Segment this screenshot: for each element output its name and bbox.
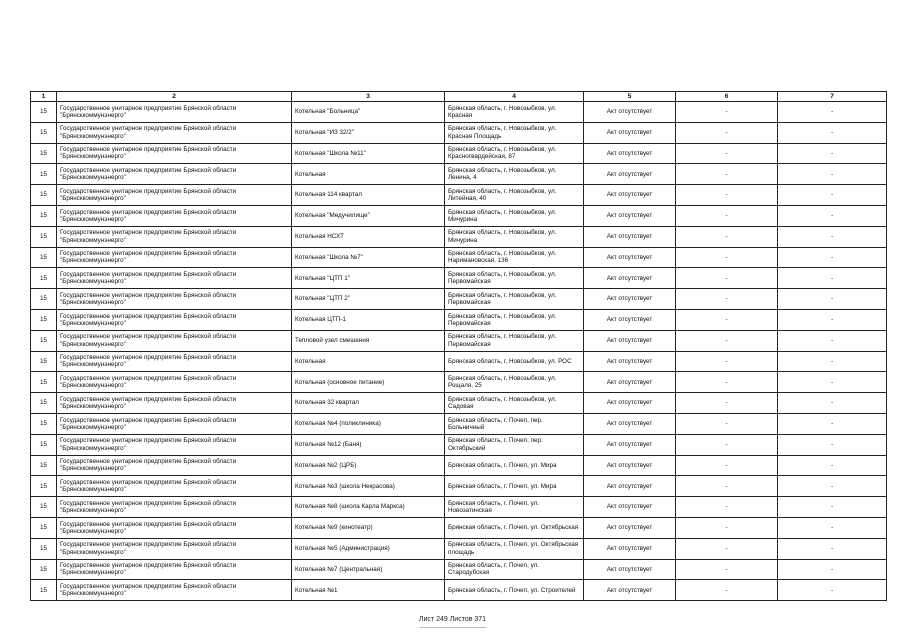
table-row bbox=[31, 309, 887, 330]
column-header-1: 1 bbox=[31, 92, 57, 102]
column-header-4: 4 bbox=[445, 92, 584, 102]
cell-col6: - bbox=[676, 309, 778, 330]
cell-act-status: Акт отсутствует bbox=[584, 330, 676, 351]
cell-number: 15 bbox=[31, 538, 57, 559]
cell-address: Брянская область, г. Новозыбков, ул. Красная bbox=[445, 102, 584, 123]
cell-facility: Котельная "Школа №11" bbox=[292, 143, 445, 164]
cell-facility: Тепловой узел смешения bbox=[292, 330, 445, 351]
cell-act-status: Акт отсутствует bbox=[584, 289, 676, 310]
cell-act-status: Акт отсутствует bbox=[584, 559, 676, 580]
cell-col7: - bbox=[778, 476, 887, 497]
cell-facility: Котельная №3 (школа Некрасова) bbox=[292, 476, 445, 497]
cell-organization: Государственное унитарное предприятие Брянской области "Брянсккоммунэнерго" bbox=[57, 164, 292, 185]
cell-address: Брянская область, г. Почеп, ул. Строителей bbox=[445, 580, 584, 601]
footer-divider bbox=[420, 627, 486, 628]
cell-col7: - bbox=[778, 559, 887, 580]
cell-address: Брянская область, г. Почеп, ул. Октябрьская bbox=[445, 517, 584, 538]
cell-col6: - bbox=[676, 372, 778, 393]
cell-facility: Котельная "Больница" bbox=[292, 102, 445, 123]
cell-number: 15 bbox=[31, 372, 57, 393]
table-row bbox=[31, 122, 887, 143]
cell-facility: Котельная (основное питание) bbox=[292, 372, 445, 393]
cell-col6: - bbox=[676, 226, 778, 247]
cell-number: 15 bbox=[31, 413, 57, 434]
cell-col7: - bbox=[778, 205, 887, 226]
cell-organization: Государственное унитарное предприятие Брянской области "Брянсккоммунэнерго" bbox=[57, 247, 292, 268]
cell-organization: Государственное унитарное предприятие Брянской области "Брянсккоммунэнерго" bbox=[57, 205, 292, 226]
cell-address: Брянская область, г. Новозыбков, ул. Рощаля, 25 bbox=[445, 372, 584, 393]
cell-act-status: Акт отсутствует bbox=[584, 164, 676, 185]
cell-facility: Котельная 114 квартал bbox=[292, 185, 445, 206]
cell-act-status: Акт отсутствует bbox=[584, 434, 676, 455]
cell-address: Брянская область, г. Почеп, ул. Октябрьская площадь bbox=[445, 538, 584, 559]
cell-facility: Котельная "ЦТП 1" bbox=[292, 268, 445, 289]
cell-organization: Государственное унитарное предприятие Брянской области "Брянсккоммунэнерго" bbox=[57, 143, 292, 164]
cell-col7: - bbox=[778, 122, 887, 143]
cell-number: 15 bbox=[31, 309, 57, 330]
cell-number: 15 bbox=[31, 351, 57, 372]
cell-col6: - bbox=[676, 517, 778, 538]
cell-col6: - bbox=[676, 580, 778, 601]
cell-address: Брянская область, г. Новозыбков, ул. Первомайская bbox=[445, 268, 584, 289]
cell-number: 15 bbox=[31, 226, 57, 247]
cell-address: Брянская область, г. Новозыбков, ул. Мичурина bbox=[445, 205, 584, 226]
cell-facility: Котельная НСХТ bbox=[292, 226, 445, 247]
cell-col7: - bbox=[778, 413, 887, 434]
cell-col6: - bbox=[676, 393, 778, 414]
cell-number: 15 bbox=[31, 185, 57, 206]
cell-col6: - bbox=[676, 497, 778, 518]
cell-col7: - bbox=[778, 455, 887, 476]
cell-act-status: Акт отсутствует bbox=[584, 205, 676, 226]
column-header-2: 2 bbox=[57, 92, 292, 102]
cell-address: Брянская область, г. Новозыбков, ул. Наримановская, 136 bbox=[445, 247, 584, 268]
table-row bbox=[31, 205, 887, 226]
cell-col6: - bbox=[676, 538, 778, 559]
cell-address: Брянская область, г. Новозыбков, ул. Первомайская bbox=[445, 330, 584, 351]
cell-number: 15 bbox=[31, 393, 57, 414]
cell-act-status: Акт отсутствует bbox=[584, 102, 676, 123]
table-row bbox=[31, 289, 887, 310]
cell-facility: Котельная ЦТП-1 bbox=[292, 309, 445, 330]
cell-number: 15 bbox=[31, 122, 57, 143]
cell-organization: Государственное унитарное предприятие Брянской области "Брянсккоммунэнерго" bbox=[57, 559, 292, 580]
cell-col7: - bbox=[778, 247, 887, 268]
table-row bbox=[31, 351, 887, 372]
cell-address: Брянская область, г. Новозыбков, ул. РОС bbox=[445, 351, 584, 372]
cell-number: 15 bbox=[31, 268, 57, 289]
cell-address: Брянская область, г. Новозыбков, ул. Садовая bbox=[445, 393, 584, 414]
cell-address: Брянская область, г. Новозыбков, ул. Ленина, 4 bbox=[445, 164, 584, 185]
cell-number: 15 bbox=[31, 164, 57, 185]
cell-col7: - bbox=[778, 351, 887, 372]
cell-number: 15 bbox=[31, 143, 57, 164]
cell-col6: - bbox=[676, 559, 778, 580]
cell-organization: Государственное унитарное предприятие Брянской области "Брянсккоммунэнерго" bbox=[57, 122, 292, 143]
cell-act-status: Акт отсутствует bbox=[584, 268, 676, 289]
cell-address: Брянская область, г. Новозыбков, ул. Мичурина bbox=[445, 226, 584, 247]
table-row bbox=[31, 538, 887, 559]
cell-col6: - bbox=[676, 205, 778, 226]
cell-facility: Котельная "Медучилище" bbox=[292, 205, 445, 226]
table-body bbox=[31, 102, 887, 601]
cell-col7: - bbox=[778, 517, 887, 538]
column-header-7: 7 bbox=[778, 92, 887, 102]
table-row bbox=[31, 268, 887, 289]
table-row bbox=[31, 143, 887, 164]
table-row bbox=[31, 330, 887, 351]
cell-facility: Котельная 32 квартал bbox=[292, 393, 445, 414]
cell-facility: Котельная "ЦТП 2" bbox=[292, 289, 445, 310]
cell-number: 15 bbox=[31, 559, 57, 580]
cell-organization: Государственное унитарное предприятие Брянской области "Брянсккоммунэнерго" bbox=[57, 580, 292, 601]
cell-address: Брянская область, г. Новозыбков, ул. Красногвардейская, 87 bbox=[445, 143, 584, 164]
registry-table bbox=[30, 91, 887, 601]
cell-act-status: Акт отсутствует bbox=[584, 476, 676, 497]
cell-col7: - bbox=[778, 143, 887, 164]
table-row bbox=[31, 372, 887, 393]
cell-act-status: Акт отсутствует bbox=[584, 143, 676, 164]
cell-col7: - bbox=[778, 268, 887, 289]
cell-col7: - bbox=[778, 372, 887, 393]
cell-organization: Государственное унитарное предприятие Брянской области "Брянсккоммунэнерго" bbox=[57, 413, 292, 434]
cell-act-status: Акт отсутствует bbox=[584, 372, 676, 393]
cell-number: 15 bbox=[31, 455, 57, 476]
cell-act-status: Акт отсутствует bbox=[584, 455, 676, 476]
cell-organization: Государственное унитарное предприятие Брянской области "Брянсккоммунэнерго" bbox=[57, 476, 292, 497]
cell-col7: - bbox=[778, 289, 887, 310]
table-row bbox=[31, 580, 887, 601]
table-row bbox=[31, 434, 887, 455]
table-row bbox=[31, 413, 887, 434]
table-row bbox=[31, 497, 887, 518]
cell-address: Брянская область, г. Почеп, ул. Стародубская bbox=[445, 559, 584, 580]
cell-address: Брянская область, г. Новозыбков, ул. Литейная, 40 bbox=[445, 185, 584, 206]
cell-col7: - bbox=[778, 226, 887, 247]
table-row bbox=[31, 247, 887, 268]
cell-address: Брянская область, г. Почеп, пер. Октябрьский bbox=[445, 434, 584, 455]
cell-organization: Государственное унитарное предприятие Брянской области "Брянсккоммунэнерго" bbox=[57, 538, 292, 559]
cell-facility: Котельная "ИЗ 32/2" bbox=[292, 122, 445, 143]
table-row bbox=[31, 164, 887, 185]
cell-organization: Государственное унитарное предприятие Брянской области "Брянсккоммунэнерго" bbox=[57, 351, 292, 372]
cell-address: Брянская область, г. Почеп, ул. Мира bbox=[445, 476, 584, 497]
column-header-5: 5 bbox=[584, 92, 676, 102]
table-row bbox=[31, 517, 887, 538]
cell-act-status: Акт отсутствует bbox=[584, 393, 676, 414]
cell-act-status: Акт отсутствует bbox=[584, 497, 676, 518]
cell-facility: Котельная №5 (Администрация) bbox=[292, 538, 445, 559]
cell-facility: Котельная bbox=[292, 351, 445, 372]
cell-number: 15 bbox=[31, 289, 57, 310]
cell-facility: Котельная №7 (Центральная) bbox=[292, 559, 445, 580]
cell-act-status: Акт отсутствует bbox=[584, 538, 676, 559]
table-row bbox=[31, 476, 887, 497]
cell-organization: Государственное унитарное предприятие Брянской области "Брянсккоммунэнерго" bbox=[57, 455, 292, 476]
cell-col7: - bbox=[778, 102, 887, 123]
cell-number: 15 bbox=[31, 517, 57, 538]
cell-act-status: Акт отсутствует bbox=[584, 517, 676, 538]
cell-col6: - bbox=[676, 247, 778, 268]
cell-act-status: Акт отсутствует bbox=[584, 122, 676, 143]
cell-address: Брянская область, г. Почеп, пер. Больничный bbox=[445, 413, 584, 434]
cell-col7: - bbox=[778, 538, 887, 559]
cell-col6: - bbox=[676, 122, 778, 143]
cell-col6: - bbox=[676, 185, 778, 206]
table-row bbox=[31, 226, 887, 247]
cell-act-status: Акт отсутствует bbox=[584, 351, 676, 372]
table-row bbox=[31, 559, 887, 580]
cell-col7: - bbox=[778, 185, 887, 206]
cell-facility: Котельная "Школа №7" bbox=[292, 247, 445, 268]
cell-col7: - bbox=[778, 309, 887, 330]
cell-organization: Государственное унитарное предприятие Брянской области "Брянсккоммунэнерго" bbox=[57, 517, 292, 538]
table-header-row bbox=[31, 92, 887, 102]
cell-organization: Государственное унитарное предприятие Брянской области "Брянсккоммунэнерго" bbox=[57, 309, 292, 330]
cell-address: Брянская область, г. Почеп, ул. Новозатинская bbox=[445, 497, 584, 518]
cell-col7: - bbox=[778, 164, 887, 185]
cell-organization: Государственное унитарное предприятие Брянской области "Брянсккоммунэнерго" bbox=[57, 393, 292, 414]
cell-organization: Государственное унитарное предприятие Брянской области "Брянсккоммунэнерго" bbox=[57, 185, 292, 206]
cell-col7: - bbox=[778, 580, 887, 601]
column-header-6: 6 bbox=[676, 92, 778, 102]
cell-facility: Котельная №2 (ЦРБ) bbox=[292, 455, 445, 476]
table-row bbox=[31, 185, 887, 206]
cell-number: 15 bbox=[31, 247, 57, 268]
cell-col7: - bbox=[778, 434, 887, 455]
cell-organization: Государственное унитарное предприятие Брянской области "Брянсккоммунэнерго" bbox=[57, 102, 292, 123]
cell-facility: Котельная №4 (поликлиника) bbox=[292, 413, 445, 434]
cell-organization: Государственное унитарное предприятие Брянской области "Брянсккоммунэнерго" bbox=[57, 434, 292, 455]
cell-number: 15 bbox=[31, 205, 57, 226]
cell-organization: Государственное унитарное предприятие Брянской области "Брянсккоммунэнерго" bbox=[57, 497, 292, 518]
cell-organization: Государственное унитарное предприятие Брянской области "Брянсккоммунэнерго" bbox=[57, 226, 292, 247]
cell-organization: Государственное унитарное предприятие Брянской области "Брянсккоммунэнерго" bbox=[57, 372, 292, 393]
cell-facility: Котельная №1 bbox=[292, 580, 445, 601]
cell-col6: - bbox=[676, 476, 778, 497]
cell-col6: - bbox=[676, 330, 778, 351]
cell-act-status: Акт отсутствует bbox=[584, 247, 676, 268]
column-header-3: 3 bbox=[292, 92, 445, 102]
cell-col6: - bbox=[676, 455, 778, 476]
cell-facility: Котельная №12 (Баня) bbox=[292, 434, 445, 455]
cell-number: 15 bbox=[31, 580, 57, 601]
cell-address: Брянская область, г. Почеп, ул. Мира bbox=[445, 455, 584, 476]
cell-number: 15 bbox=[31, 434, 57, 455]
cell-number: 15 bbox=[31, 330, 57, 351]
cell-col7: - bbox=[778, 393, 887, 414]
table-row bbox=[31, 393, 887, 414]
cell-organization: Государственное унитарное предприятие Брянской области "Брянсккоммунэнерго" bbox=[57, 268, 292, 289]
cell-facility: Котельная bbox=[292, 164, 445, 185]
cell-organization: Государственное унитарное предприятие Брянской области "Брянсккоммунэнерго" bbox=[57, 289, 292, 310]
cell-number: 15 bbox=[31, 497, 57, 518]
table-row bbox=[31, 102, 887, 123]
cell-col6: - bbox=[676, 351, 778, 372]
cell-act-status: Акт отсутствует bbox=[584, 413, 676, 434]
table-row bbox=[31, 455, 887, 476]
cell-act-status: Акт отсутствует bbox=[584, 309, 676, 330]
cell-col6: - bbox=[676, 413, 778, 434]
cell-col6: - bbox=[676, 143, 778, 164]
cell-number: 15 bbox=[31, 476, 57, 497]
cell-address: Брянская область, г. Новозыбков, ул. Красная Площадь bbox=[445, 122, 584, 143]
cell-act-status: Акт отсутствует bbox=[584, 226, 676, 247]
cell-address: Брянская область, г. Новозыбков, ул. Первомайская bbox=[445, 309, 584, 330]
cell-act-status: Акт отсутствует bbox=[584, 185, 676, 206]
cell-facility: Котельная №8 (школа Карла Маркса) bbox=[292, 497, 445, 518]
cell-col6: - bbox=[676, 289, 778, 310]
page-counter: Лист 249 Листов 371 bbox=[418, 616, 487, 623]
cell-col7: - bbox=[778, 497, 887, 518]
cell-col6: - bbox=[676, 434, 778, 455]
cell-col7: - bbox=[778, 330, 887, 351]
cell-act-status: Акт отсутствует bbox=[584, 580, 676, 601]
cell-address: Брянская область, г. Новозыбков, ул. Первомайская bbox=[445, 289, 584, 310]
cell-number: 15 bbox=[31, 102, 57, 123]
cell-facility: Котельная №9 (кинотеатр) bbox=[292, 517, 445, 538]
cell-col6: - bbox=[676, 164, 778, 185]
cell-organization: Государственное унитарное предприятие Брянской области "Брянсккоммунэнерго" bbox=[57, 330, 292, 351]
cell-col6: - bbox=[676, 102, 778, 123]
cell-col6: - bbox=[676, 268, 778, 289]
